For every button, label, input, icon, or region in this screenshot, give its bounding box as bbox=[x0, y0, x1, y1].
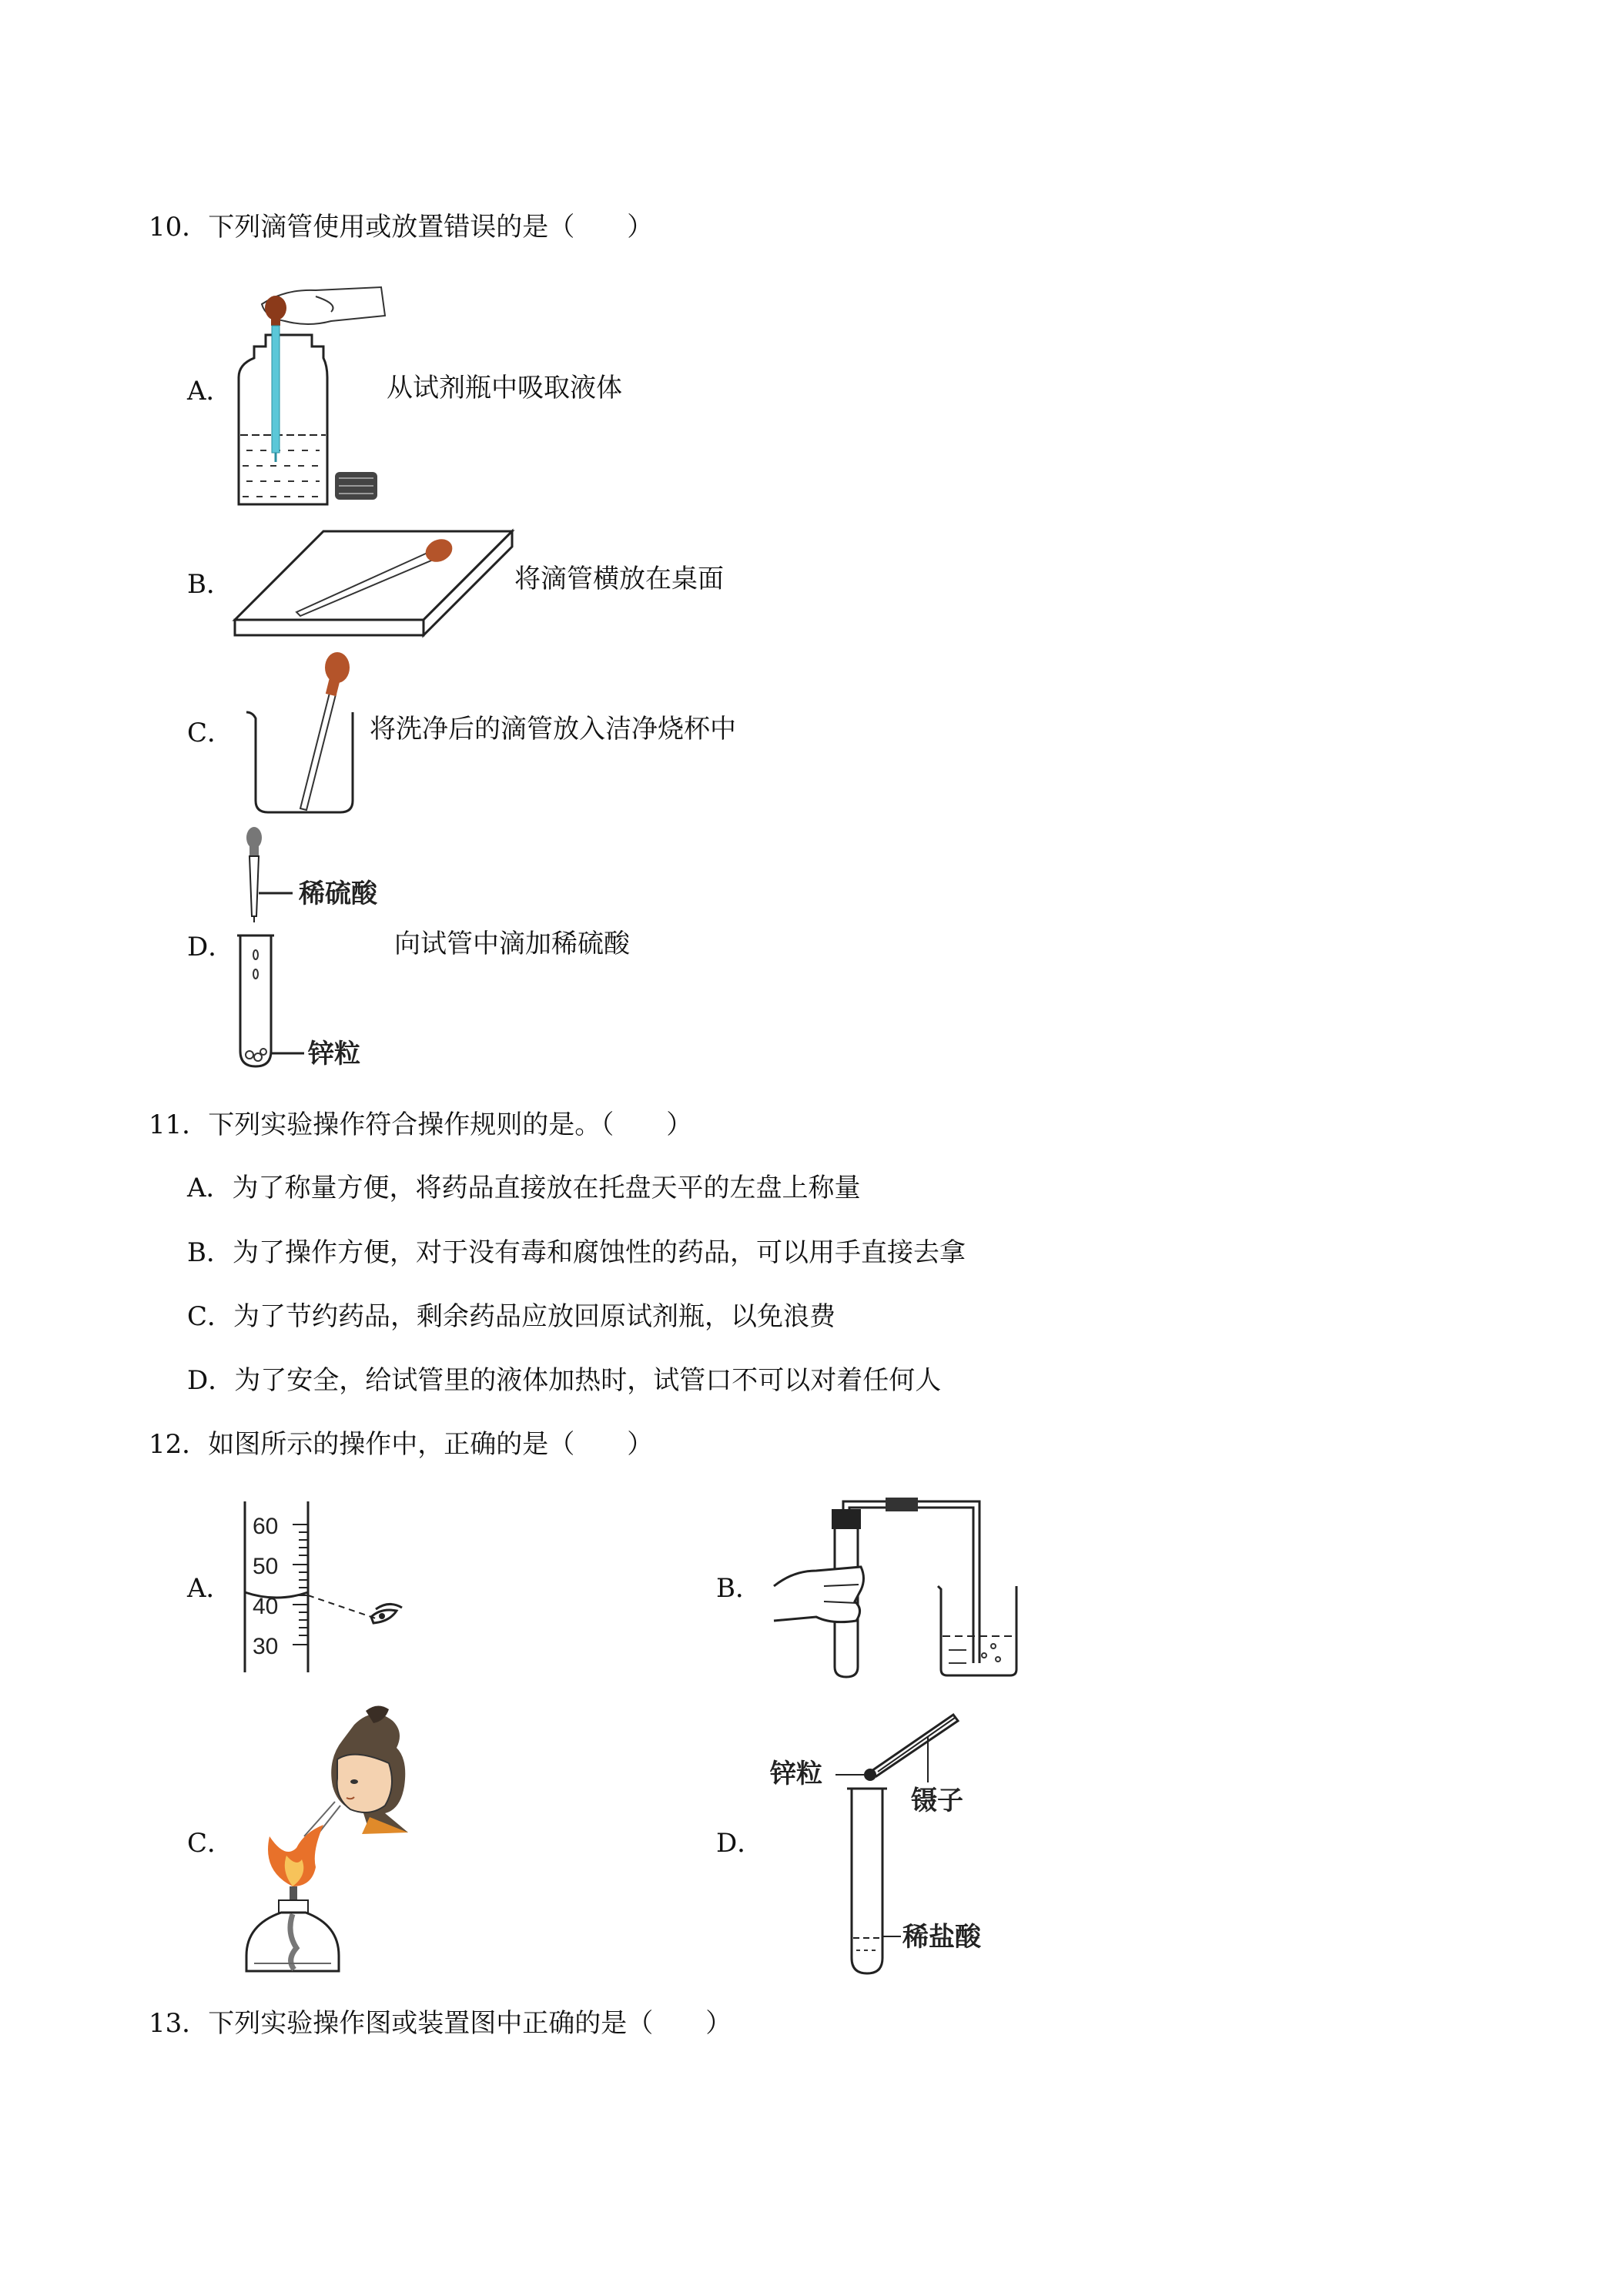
hand-icon bbox=[774, 1567, 864, 1622]
q12-d-label-tweezers: 镊子 bbox=[911, 1786, 963, 1816]
q10-option-d-caption: 向试管中滴加稀硫酸 bbox=[394, 929, 630, 959]
q10-d-label-zinc: 锌粒 bbox=[308, 1039, 360, 1069]
q10-option-d-figure bbox=[231, 824, 416, 1070]
q12-d-label-acid: 稀盐酸 bbox=[902, 1922, 981, 1953]
stopper-icon bbox=[832, 1509, 861, 1529]
dropper-bulb-icon bbox=[265, 296, 286, 320]
q12-option-b-figure bbox=[770, 1494, 1032, 1678]
q12-option-c-figure bbox=[239, 1702, 439, 1979]
q10-d-label-acid: 稀硫酸 bbox=[299, 879, 377, 909]
q12-option-d-figure bbox=[770, 1705, 1016, 1979]
q10-option-d-letter: D． bbox=[187, 932, 235, 962]
q10-option-a-letter: A． bbox=[187, 376, 233, 407]
q10-option-b-caption: 将滴管横放在桌面 bbox=[514, 564, 724, 594]
eye-icon bbox=[371, 1604, 402, 1623]
question-13-stem: 13．下列实验操作图或装置图中正确的是（ ） bbox=[149, 2008, 732, 2039]
q11-option-a: A．为了称量方便，将药品直接放在托盘天平的左盘上称量 bbox=[187, 1173, 861, 1203]
q11-option-d: D．为了安全，给试管里的液体加热时，试管口不可以对着任何人 bbox=[187, 1365, 942, 1396]
q10-option-b-letter: B． bbox=[187, 569, 233, 600]
rubber-tube-icon bbox=[886, 1498, 918, 1511]
q10-option-c-letter: C． bbox=[187, 718, 234, 748]
q12-a-tick-50: 50 bbox=[253, 1554, 279, 1579]
question-10-stem: 10．下列滴管使用或放置错误的是（ ） bbox=[149, 212, 654, 243]
q12-a-tick-30: 30 bbox=[253, 1634, 279, 1659]
q12-option-a-letter: A． bbox=[187, 1573, 233, 1604]
q11-option-c: C．为了节约药品，剩余药品应放回原试剂瓶，以免浪费 bbox=[187, 1301, 836, 1332]
question-11-stem: 11．下列实验操作符合操作规则的是。（ ） bbox=[149, 1110, 693, 1140]
q12-option-b-letter: B． bbox=[716, 1573, 762, 1604]
zinc-granule-icon bbox=[864, 1769, 876, 1781]
girl-face-icon bbox=[331, 1705, 408, 1834]
q12-option-d-letter: D． bbox=[716, 1828, 764, 1859]
q10-option-c-caption: 将洗净后的滴管放入洁净烧杯中 bbox=[370, 714, 736, 745]
q12-option-a-figure bbox=[239, 1501, 416, 1675]
q12-a-tick-40: 40 bbox=[253, 1594, 279, 1619]
q10-option-b-figure bbox=[231, 524, 524, 639]
question-12-stem: 12．如图所示的操作中，正确的是（ ） bbox=[149, 1429, 654, 1460]
q10-option-c-figure bbox=[239, 651, 362, 816]
q10-option-a-caption: 从试剂瓶中吸取液体 bbox=[387, 373, 622, 403]
q12-d-label-zinc: 锌粒 bbox=[770, 1759, 822, 1789]
dropper-icon bbox=[300, 693, 336, 810]
q12-a-tick-60: 60 bbox=[253, 1514, 279, 1539]
q10-option-a-figure bbox=[231, 273, 400, 512]
q11-option-b: B．为了操作方便，对于没有毒和腐蚀性的药品，可以用手直接去拿 bbox=[187, 1237, 966, 1268]
dropper-bulb-icon bbox=[246, 827, 262, 848]
q12-option-c-letter: C． bbox=[187, 1828, 234, 1859]
